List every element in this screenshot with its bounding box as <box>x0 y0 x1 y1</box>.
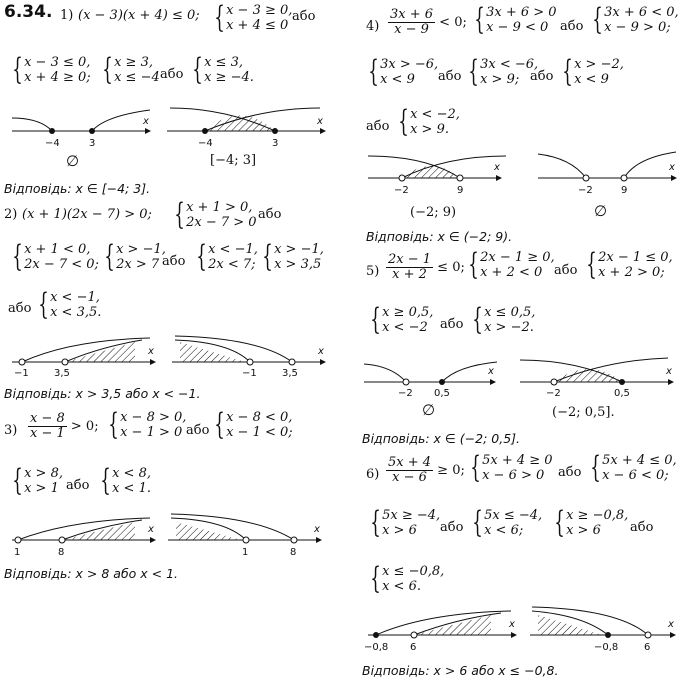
p4-number-line-1 <box>366 148 516 196</box>
svg-text:9: 9 <box>457 185 464 196</box>
p2-or-3: або <box>8 301 32 316</box>
svg-text:x: x <box>317 116 323 127</box>
p4-empty-set: ∅ <box>594 202 608 220</box>
p3-system-1: { x − 8 > 0, x − 1 > 0 <box>108 407 187 442</box>
p4-system-1: { 3x + 6 > 0 x − 9 < 0 <box>474 2 557 37</box>
svg-text:3,5: 3,5 <box>282 368 298 379</box>
p4-system-4: { 3x < −6, x > 9; <box>468 54 539 89</box>
p6-system-1: { 5x + 4 ≥ 0 x − 6 > 0 <box>470 450 553 485</box>
p1-expression: (x − 3)(x + 4) ≤ 0; <box>78 8 200 23</box>
p4-number-line-2 <box>536 148 686 196</box>
p5-number-line-1 <box>362 352 512 398</box>
svg-text:8: 8 <box>58 547 65 558</box>
p1-empty-set: ∅ <box>66 152 80 170</box>
p2-system-5: { x > −1, x > 3,5 <box>262 239 324 274</box>
p5-fraction: $\frac{2x - 1}{x + 2}$ ≤ 0; <box>388 252 465 282</box>
p4-label: 4) <box>366 19 380 34</box>
p1-or-1: або <box>292 9 316 24</box>
p6-or-2: або <box>440 520 464 535</box>
p6-system-3: { 5x ≥ −4, x > 6 <box>370 505 441 540</box>
p6-system-5: { x ≥ −0,8, x > 6 <box>554 505 629 540</box>
p1-answer: Відповідь: x ∈ [−4; 3]. <box>4 181 151 196</box>
p6-answer: Відповідь: x > 6 або x ≤ −0,8. <box>362 663 559 678</box>
svg-text:−2: −2 <box>578 185 593 196</box>
svg-text:x: x <box>143 116 149 127</box>
p5-system-1: { 2x − 1 ≥ 0, x + 2 < 0 <box>468 247 555 282</box>
p4-system-5: { x > −2, x < 9 <box>562 54 624 89</box>
p5-number-line-2 <box>518 352 683 398</box>
p5-system-4: { x ≤ 0,5, x > −2. <box>472 302 536 337</box>
svg-text:3,5: 3,5 <box>54 368 70 379</box>
p1-system-2: { x − 3 ≤ 0, x + 4 ≥ 0; <box>12 52 91 87</box>
p6-system-4: { 5x ≤ −4, x < 6; <box>472 505 543 540</box>
svg-text:0,5: 0,5 <box>614 388 630 399</box>
svg-text:8: 8 <box>290 547 297 558</box>
svg-text:1: 1 <box>14 547 21 558</box>
svg-text:−2: −2 <box>398 388 413 399</box>
p4-or-1: або <box>560 19 584 34</box>
p5-label: 5) <box>366 264 380 279</box>
svg-text:−4: −4 <box>45 138 60 149</box>
p5-or-1: або <box>554 263 578 278</box>
p1-or-2: або <box>160 67 184 82</box>
p4-fraction: $\frac{3x + 6}{x - 9}$ < 0; <box>390 7 467 37</box>
svg-text:x: x <box>666 366 672 377</box>
svg-text:x: x <box>318 346 324 357</box>
p5-system-3: { x ≥ 0,5, x < −2 <box>370 302 434 337</box>
p3-or-2: або <box>66 478 90 493</box>
p2-system-2: { x + 1 < 0, 2x − 7 < 0; <box>12 239 99 274</box>
p4-system-2: { 3x + 6 < 0, x − 9 > 0; <box>592 2 679 37</box>
p4-answer: Відповідь: x ∈ (−2; 9). <box>366 229 513 244</box>
svg-text:−1: −1 <box>242 368 257 379</box>
p1-label: 1) <box>60 8 74 23</box>
svg-text:6: 6 <box>644 642 651 653</box>
p1-system-4: { x ≤ 3, x ≥ −4. <box>192 52 254 87</box>
p1-interval: [−4; 3] <box>210 153 257 168</box>
p1-number-line-1 <box>10 100 160 150</box>
p6-system-6: { x ≤ −0,8, x < 6. <box>370 561 445 596</box>
p6-label: 6) <box>366 467 380 482</box>
svg-text:1: 1 <box>242 547 249 558</box>
p4-system-6: { x < −2, x > 9. <box>398 104 460 139</box>
p5-interval: (−2; 0,5]. <box>552 405 615 420</box>
svg-text:3: 3 <box>272 138 279 149</box>
svg-text:−0,8: −0,8 <box>364 642 389 653</box>
p5-or-2: або <box>440 317 464 332</box>
p6-number-line-1 <box>366 605 526 653</box>
p3-system-4: { x < 8, x < 1. <box>100 463 151 498</box>
p1-number-line-2 <box>165 98 330 148</box>
svg-text:x: x <box>669 162 675 173</box>
svg-text:−2: −2 <box>394 185 409 196</box>
svg-text:−0,8: −0,8 <box>594 642 619 653</box>
p3-label: 3) <box>4 423 18 438</box>
svg-text:0,5: 0,5 <box>434 388 450 399</box>
p4-interval: (−2; 9) <box>410 205 457 220</box>
p3-or-1: або <box>186 423 210 438</box>
svg-text:−2: −2 <box>546 388 561 399</box>
p3-system-3: { x > 8, x > 1 <box>12 463 63 498</box>
p6-number-line-2 <box>528 605 686 653</box>
p3-answer: Відповідь: x > 8 або x < 1. <box>4 566 179 581</box>
p2-system-1: { x + 1 > 0, 2x − 7 > 0 <box>174 197 257 232</box>
p6-system-2: { 5x + 4 ≤ 0, x − 6 < 0; <box>590 450 677 485</box>
p6-or-3: або <box>630 520 654 535</box>
p2-system-3: { x > −1, 2x > 7 <box>104 239 166 274</box>
p4-or-3: або <box>530 69 554 84</box>
svg-text:3: 3 <box>89 138 96 149</box>
p1-system-1: { x − 3 ≥ 0, x + 4 ≤ 0 <box>214 0 293 35</box>
p4-or-2: або <box>438 69 462 84</box>
p5-empty-set: ∅ <box>422 401 436 419</box>
p2-system-6: { x < −1, x < 3,5. <box>38 287 102 322</box>
p2-or-1: або <box>258 207 282 222</box>
svg-text:x: x <box>314 524 320 535</box>
p5-system-2: { 2x − 1 ≤ 0, x + 2 > 0; <box>586 247 673 282</box>
p5-answer: Відповідь: x ∈ (−2; 0,5]. <box>362 431 520 446</box>
p6-fraction: $\frac{5x + 4}{x - 6}$ ≥ 0; <box>388 455 465 485</box>
svg-text:x: x <box>148 524 154 535</box>
p2-or-2: або <box>162 254 186 269</box>
p1-system-3: { x ≥ 3, x ≤ −4 <box>102 52 160 87</box>
svg-text:x: x <box>509 619 515 630</box>
p4-system-3: { 3x > −6, x < 9 <box>368 54 439 89</box>
svg-text:−4: −4 <box>198 138 213 149</box>
svg-text:x: x <box>494 162 500 173</box>
p4-or-4: або <box>366 119 390 134</box>
svg-text:6: 6 <box>410 642 417 653</box>
p2-number-line-2 <box>170 332 335 378</box>
svg-text:9: 9 <box>621 185 628 196</box>
p2-expression: (x + 1)(2x − 7) > 0; <box>22 207 152 222</box>
svg-text:x: x <box>488 366 494 377</box>
p2-system-4: { x < −1, 2x < 7; <box>196 239 258 274</box>
p6-or-1: або <box>558 465 582 480</box>
problem-number: 6.34. <box>4 2 53 22</box>
p3-fraction: $\frac{x - 8}{x - 1}$ > 0; <box>30 411 99 441</box>
p3-number-line-2 <box>166 510 331 558</box>
p2-label: 2) <box>4 207 18 222</box>
p2-number-line-1 <box>10 332 165 378</box>
p3-number-line-1 <box>10 510 165 558</box>
svg-text:x: x <box>148 346 154 357</box>
p2-answer: Відповідь: x > 3,5 або x < −1. <box>4 386 201 401</box>
svg-text:x: x <box>668 619 674 630</box>
p3-system-2: { x − 8 < 0, x − 1 < 0; <box>214 407 293 442</box>
svg-text:−1: −1 <box>14 368 29 379</box>
